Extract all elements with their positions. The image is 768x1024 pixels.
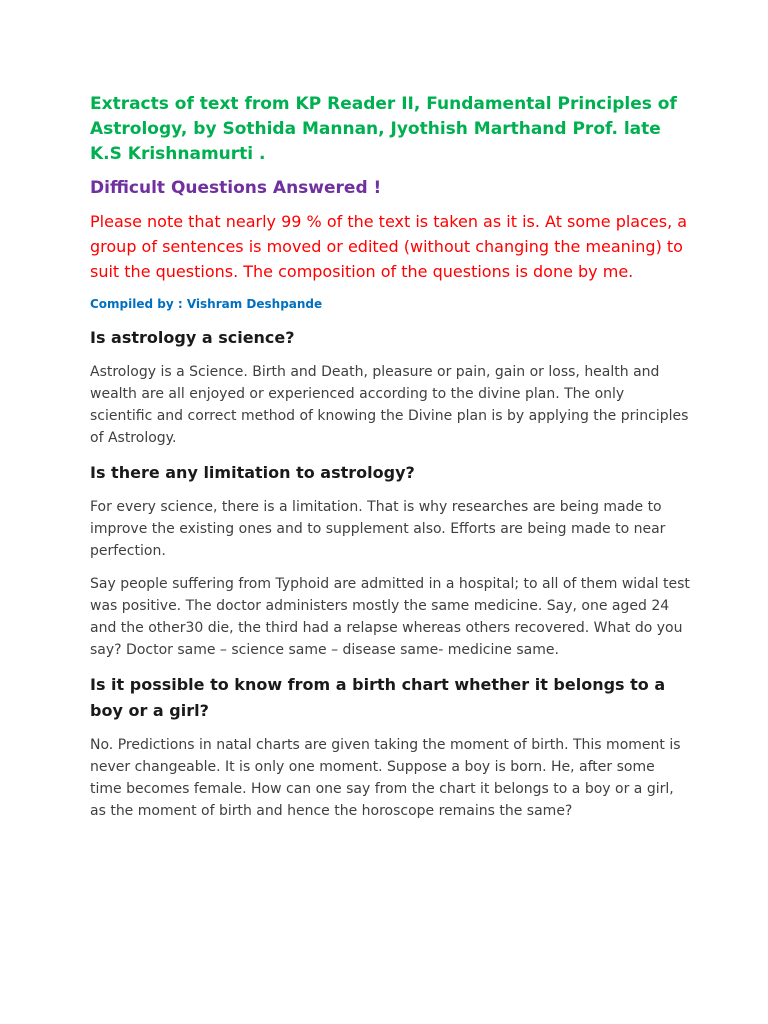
section-astrology-limitation [90,460,690,661]
section-birth-chart-gender [90,672,690,822]
section-astrology-science [90,325,690,449]
paragraph: Say people suffering from Typhoid are admitted in a hospital; to all of them widal test was positive. The doctor administers mostly the same medicine. Say, one aged 24 and the other30 die, the third had a relapse whereas others recovered. What do you say? Doctor same – science same – disease same- medicine same. [90,576,690,658]
section-heading: Is it possible to know from a birth chart whether it belongs to a boy or a girl? [90,675,666,720]
document-subtitle: Difficult Questions Answered ! [90,178,382,198]
paragraph: No. Predictions in natal charts are given taking the moment of birth. This moment is never changeable. It is only one moment. Suppose a boy is born. He, after some time becomes female. How can one say from the chart it belongs to a boy or a girl, as the moment of birth and hence the horoscope remains the same? [90,737,681,819]
compiled-by: Compiled by : Vishram Deshpande [90,297,323,311]
document-page [90,92,690,833]
section-heading: Is there any limitation to astrology? [90,463,415,482]
editor-note: Please note that nearly 99 % of the text is taken as it is. At some places, a group of sentences is moved or edited (without changing the meaning) to suit the questions. The composition of the questions is done by me. [90,212,688,281]
paragraph: Astrology is a Science. Birth and Death, pleasure or pain, gain or loss, health and wealth are all enjoyed or experienced according to the divine plan. The only scientific and correct method of knowing the Divine plan is by applying the principles of Astrology. [90,364,689,446]
section-heading: Is astrology a science? [90,328,295,347]
document-title: Extracts of text from KP Reader II, Fundamental Principles of Astrology, by Sothida Mannan, Jyothish Marthand Prof. late K.S Krishnamurti . [90,94,677,164]
paragraph: For every science, there is a limitation. That is why researches are being made to improve the existing ones and to supplement also. Efforts are being made to near perfection. [90,499,666,559]
